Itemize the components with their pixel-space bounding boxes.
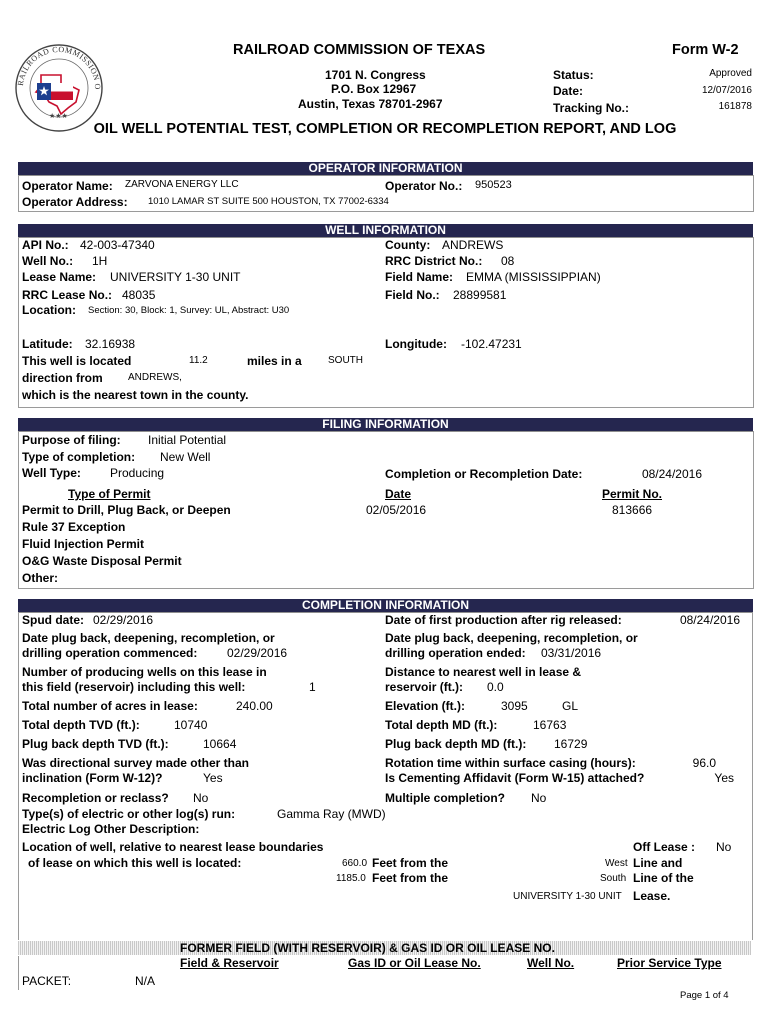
directional-label-2: inclination (Form W-12)? [22, 771, 163, 785]
field-no: 28899581 [453, 288, 507, 302]
completion-type-label: Type of completion: [22, 450, 136, 464]
well-no-label: Well No.: [22, 254, 74, 268]
permit-type: Fluid Injection Permit [22, 537, 145, 551]
svg-text:★★★: ★★★ [49, 113, 68, 120]
rrc-district: 08 [501, 254, 515, 268]
county-label: County: [385, 238, 431, 252]
logs-value: Gamma Ray (MWD) [277, 807, 386, 821]
producing-wells-label-2: this field (reservoir) including this well: [22, 680, 246, 694]
nearest-town: ANDREWS, [128, 372, 182, 383]
field-name-label: Field Name: [385, 270, 454, 284]
tvd-label: Total depth TVD (ft.): [22, 718, 140, 732]
ended-date: 03/31/2016 [541, 646, 602, 660]
pb-tvd-label: Plug back depth TVD (ft.): [22, 737, 169, 751]
permit-type: Rule 37 Exception [22, 520, 126, 534]
operator-name-label: Operator Name: [22, 179, 113, 193]
direction-value: SOUTH [328, 355, 363, 366]
spud-date-label: Spud date: [22, 613, 84, 627]
rrc-lease-no-label: RRC Lease No.: [22, 288, 113, 302]
multiple-completion-value: No [531, 791, 547, 805]
date-label: Date: [553, 84, 584, 98]
former-col-service: Prior Service Type [617, 956, 722, 970]
elevation-label: Elevation (ft.): [385, 699, 465, 713]
api-no: 42-003-47340 [80, 238, 155, 252]
feet-from-label-2: Feet from the [372, 871, 449, 885]
off-lease-value: No [716, 840, 732, 854]
operator-no: 950523 [475, 179, 512, 191]
permit-date: 02/05/2016 [366, 503, 427, 517]
located-label: This well is located [22, 354, 132, 368]
tracking-value: 161878 [718, 101, 752, 112]
ended-label-1: Date plug back, deepening, recompletion, or [385, 631, 638, 645]
latitude-label: Latitude: [22, 337, 73, 351]
form-title: OIL WELL POTENTIAL TEST, COMPLETION OR RECOMPLETION REPORT, AND LOG [93, 121, 677, 137]
rotation-value: 96.0 [692, 756, 716, 770]
former-col-lease: Gas ID or Oil Lease No. [348, 956, 481, 970]
feet-value-1: 660.0 [342, 858, 368, 869]
location: Section: 30, Block: 1, Survey: UL, Abstract: U30 [88, 305, 290, 316]
acres-label: Total number of acres in lease: [22, 699, 198, 713]
pb-md-label: Plug back depth MD (ft.): [385, 737, 527, 751]
date-value: 12/07/2016 [701, 85, 752, 96]
svg-text:RAILROAD COMMISSION OF TEXAS: RAILROAD COMMISSION O [16, 44, 103, 91]
location-label: Location: [22, 303, 76, 317]
operator-name: ZARVONA ENERGY LLC [125, 179, 239, 190]
pb-tvd-value: 10664 [203, 737, 237, 751]
address-line-2: P.O. Box 12967 [331, 82, 417, 96]
permit-no-header: Permit No. [602, 487, 663, 501]
first-production-label: Date of first production after rig released: [385, 613, 622, 627]
feet-value-2: 1185.0 [336, 873, 366, 884]
lease-name: UNIVERSITY 1-30 UNIT [110, 270, 241, 284]
permit-type-header: Type of Permit [68, 487, 151, 501]
longitude-label: Longitude: [385, 337, 447, 351]
reclass-value: No [193, 791, 209, 805]
producing-wells-label-1: Number of producing wells on this lease in [22, 665, 267, 679]
distance-label-2: reservoir (ft.): [385, 680, 464, 694]
permit-date-header: Date [385, 487, 412, 501]
former-col-field: Field & Reservoir [180, 956, 279, 970]
county: ANDREWS [442, 238, 504, 252]
line-of-label: Line of the [633, 871, 694, 885]
spud-date: 02/29/2016 [93, 613, 154, 627]
md-label: Total depth MD (ft.): [385, 718, 498, 732]
well-type-label: Well Type: [22, 466, 81, 480]
directional-label-1: Was directional survey made other than [22, 756, 249, 770]
direction-from-label: direction from [22, 371, 103, 385]
operator-address: 1010 LAMAR ST SUITE 500 HOUSTON, TX 77002-6334 [148, 196, 389, 207]
filing-section-header: FILING INFORMATION [18, 418, 753, 432]
former-field-title: FORMER FIELD (WITH RESERVOIR) & GAS ID OR OIL LEASE NO. [180, 941, 555, 955]
line-direction-2: South [600, 873, 627, 884]
completion-date-label: Completion or Recompletion Date: [385, 467, 583, 481]
longitude: -102.47231 [461, 337, 522, 351]
operator-section-header: OPERATOR INFORMATION [18, 162, 753, 176]
latitude: 32.16938 [85, 337, 136, 351]
nearest-town-label: which is the nearest town in the county. [22, 388, 249, 402]
well-type-value: Producing [110, 466, 165, 480]
well-no: 1H [92, 254, 108, 268]
miles-value: 11.2 [189, 355, 208, 366]
former-col-well: Well No. [527, 956, 575, 970]
purpose-value: Initial Potential [148, 433, 227, 447]
elevation-unit: GL [562, 699, 579, 713]
distance-label-1: Distance to nearest well in lease & [385, 665, 582, 679]
status-label: Status: [553, 68, 594, 82]
commenced-date: 02/29/2016 [227, 646, 288, 660]
commenced-label-1: Date plug back, deepening, recompletion, or [22, 631, 275, 645]
line-direction-1: West [605, 858, 628, 869]
lease-name-label: Lease Name: [22, 270, 97, 284]
reclass-label: Recompletion or reclass? [22, 791, 169, 805]
boundaries-label-2: of lease on which this well is located: [28, 856, 242, 870]
md-value: 16763 [533, 718, 567, 732]
pb-md-value: 16729 [554, 737, 588, 751]
feet-from-label-1: Feet from the [372, 856, 449, 870]
purpose-label: Purpose of filing: [22, 433, 121, 447]
operator-address-label: Operator Address: [22, 195, 128, 209]
lease-reference: UNIVERSITY 1-30 UNIT [513, 891, 622, 902]
address-line-1: 1701 N. Congress [325, 68, 426, 82]
producing-wells: 1 [309, 680, 316, 694]
off-lease-label: Off Lease : [633, 840, 696, 854]
acres-value: 240.00 [236, 699, 273, 713]
lease-word: Lease. [633, 889, 671, 903]
permit-type: O&G Waste Disposal Permit [22, 554, 182, 568]
api-label: API No.: [22, 238, 69, 252]
cementing-value: Yes [714, 771, 734, 785]
well-section-header: WELL INFORMATION [18, 224, 753, 238]
completion-date: 08/24/2016 [641, 467, 702, 481]
logs-label: Type(s) of electric or other log(s) run: [22, 807, 236, 821]
line-and-label: Line and [633, 856, 683, 870]
field-no-label: Field No.: [385, 288, 440, 302]
rrc-lease-no: 48035 [122, 288, 156, 302]
permit-type: Permit to Drill, Plug Back, or Deepen [22, 503, 231, 517]
form-number: Form W-2 [672, 42, 739, 58]
rrc-district-label: RRC District No.: [385, 254, 483, 268]
first-production-date: 08/24/2016 [679, 613, 740, 627]
permit-type: Other: [22, 571, 58, 585]
completion-section-header: COMPLETION INFORMATION [18, 599, 753, 613]
multiple-completion-label: Multiple completion? [385, 791, 505, 805]
completion-type-value: New Well [160, 450, 211, 464]
page-number: Page 1 of 4 [680, 990, 729, 1001]
directional-value: Yes [203, 771, 223, 785]
tracking-label: Tracking No.: [553, 101, 630, 115]
address-line-3: Austin, Texas 78701-2967 [298, 97, 443, 111]
permit-number: 813666 [612, 503, 653, 517]
cementing-label: Is Cementing Affidavit (Form W-15) attached? [385, 771, 645, 785]
distance-value: 0.0 [487, 680, 504, 694]
field-name: EMMA (MISSISSIPPIAN) [466, 270, 601, 284]
packet-value: N/A [135, 974, 156, 988]
elevation-value: 3095 [501, 699, 528, 713]
status-value: Approved [709, 68, 752, 79]
operator-no-label: Operator No.: [385, 179, 463, 193]
tvd-value: 10740 [174, 718, 208, 732]
agency-name: RAILROAD COMMISSION OF TEXAS [233, 42, 486, 58]
miles-in-label: miles in a [247, 354, 302, 368]
commenced-label-2: drilling operation commenced: [22, 646, 198, 660]
packet-label: PACKET: [22, 974, 72, 988]
other-description-label: Electric Log Other Description: [22, 822, 200, 836]
ended-label-2: drilling operation ended: [385, 646, 526, 660]
rotation-label: Rotation time within surface casing (hours): [385, 756, 636, 770]
boundaries-label-1: Location of well, relative to nearest lease boundaries [22, 840, 324, 854]
